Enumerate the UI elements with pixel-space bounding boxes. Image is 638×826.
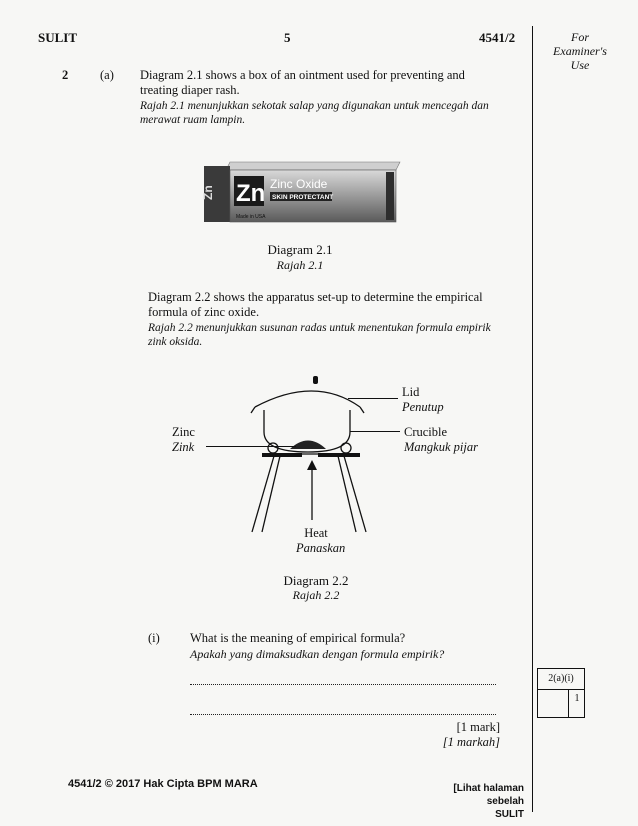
examiner-label-line2: Examiner's — [553, 44, 607, 58]
question-part: (a) — [100, 68, 114, 82]
para2-ms — [148, 321, 528, 349]
lid-right-lip — [360, 407, 364, 413]
zinc-sample — [290, 441, 326, 450]
diagram2-caption-en: Diagram 2.2 — [283, 573, 349, 588]
para2-en — [148, 290, 528, 320]
para2-en-line1: Diagram 2.2 shows the apparatus set-up to determine the empirical — [148, 290, 483, 304]
label-lid — [402, 385, 444, 415]
diagram2-caption-ms: Rajah 2.2 — [292, 588, 340, 602]
lid-pointer-line — [348, 398, 398, 399]
box-logo-text: Zn — [236, 180, 266, 207]
pipeclay-right — [341, 443, 351, 453]
examiner-label-line3: Use — [570, 58, 590, 72]
lid-left-lip — [251, 407, 255, 413]
intro-ms-line1: Rajah 2.1 menunjukkan sekotak salap yang digunakan untuk mencegah dan — [140, 100, 489, 112]
label-zinc — [172, 425, 195, 455]
examiner-use-label — [540, 30, 620, 72]
footer-right — [420, 782, 524, 821]
lid-knob — [313, 376, 318, 384]
answer-line-1[interactable] — [190, 684, 496, 685]
label-crucible-ms: Mangkuk pijar — [404, 440, 478, 454]
subq-label: (i) — [148, 631, 160, 645]
marks-ms: [1 markah] — [442, 735, 500, 749]
label-lid-en: Lid — [402, 385, 420, 399]
para2-ms-line2: zink oksida. — [148, 336, 203, 348]
diagram1-caption-ms: Rajah 2.1 — [276, 258, 324, 272]
diagram1-caption-en: Diagram 2.1 — [267, 242, 333, 257]
footer-next-page: [Lihat halaman sebelah — [453, 783, 524, 807]
subq-text-ms: Apakah yang dimaksudkan dengan formula empirik? — [190, 647, 445, 661]
intro-en-line1: Diagram 2.1 shows a box of an ointment used for preventing and — [140, 68, 465, 82]
label-heat-ms: Panaskan — [296, 541, 346, 555]
gauze-left — [262, 453, 302, 457]
answer-line-2[interactable] — [190, 714, 496, 715]
marks-en: [1 mark] — [456, 720, 500, 734]
box-side-text: Zn — [201, 185, 215, 200]
mark-box-ref: 2(a)(i) — [538, 669, 584, 690]
mark-box-max: 1 — [574, 693, 580, 704]
examiner-label-line1: For — [571, 30, 589, 44]
footer-sulit: SULIT — [495, 809, 524, 820]
label-zinc-ms: Zink — [172, 440, 195, 454]
label-heat — [296, 526, 346, 556]
box-title-text: Zinc Oxide — [270, 177, 328, 191]
intro-ms-line2: merawat ruam lampin. — [140, 114, 246, 126]
apparatus-diagram — [200, 370, 410, 540]
question-intro-en — [140, 68, 520, 98]
page-number: 5 — [284, 30, 291, 45]
label-heat-en: Heat — [304, 526, 328, 540]
question-number: 2 — [62, 68, 69, 82]
box-end-strip — [386, 172, 394, 220]
box-subtitle-text: SKIN PROTECTANT — [272, 194, 334, 201]
gauze-right — [318, 453, 360, 457]
examiner-margin-line — [532, 26, 533, 812]
examiner-mark-box — [537, 668, 585, 718]
intro-en-line2: treating diaper rash. — [140, 83, 240, 97]
lid-shape — [255, 391, 360, 407]
para2-en-line2: formula of zinc oxide. — [148, 305, 260, 319]
heat-arrow-head — [307, 460, 317, 470]
paper-code: 4541/2 — [479, 30, 516, 45]
header-sulit: SULIT — [38, 30, 78, 45]
zinc-pointer-line — [206, 446, 296, 447]
para2-ms-line1: Rajah 2.2 menunjukkan susunan radas untuk menentukan formula empirik — [148, 322, 491, 334]
zinc-oxide-box-image — [200, 158, 405, 226]
label-zinc-en: Zinc — [172, 425, 195, 439]
crucible-pointer-line — [350, 431, 400, 432]
box-top-face — [226, 162, 400, 170]
label-crucible-en: Crucible — [404, 425, 448, 439]
box-footer-text: Made in USA — [236, 214, 266, 220]
mark-box-score-cell[interactable] — [538, 689, 568, 718]
label-crucible — [404, 425, 478, 455]
label-lid-ms: Penutup — [402, 400, 444, 414]
footer-copyright: 4541/2 © 2017 Hak Cipta BPM MARA — [68, 778, 258, 790]
subq-text-en: What is the meaning of empirical formula? — [190, 631, 406, 645]
question-intro-ms — [140, 99, 530, 127]
